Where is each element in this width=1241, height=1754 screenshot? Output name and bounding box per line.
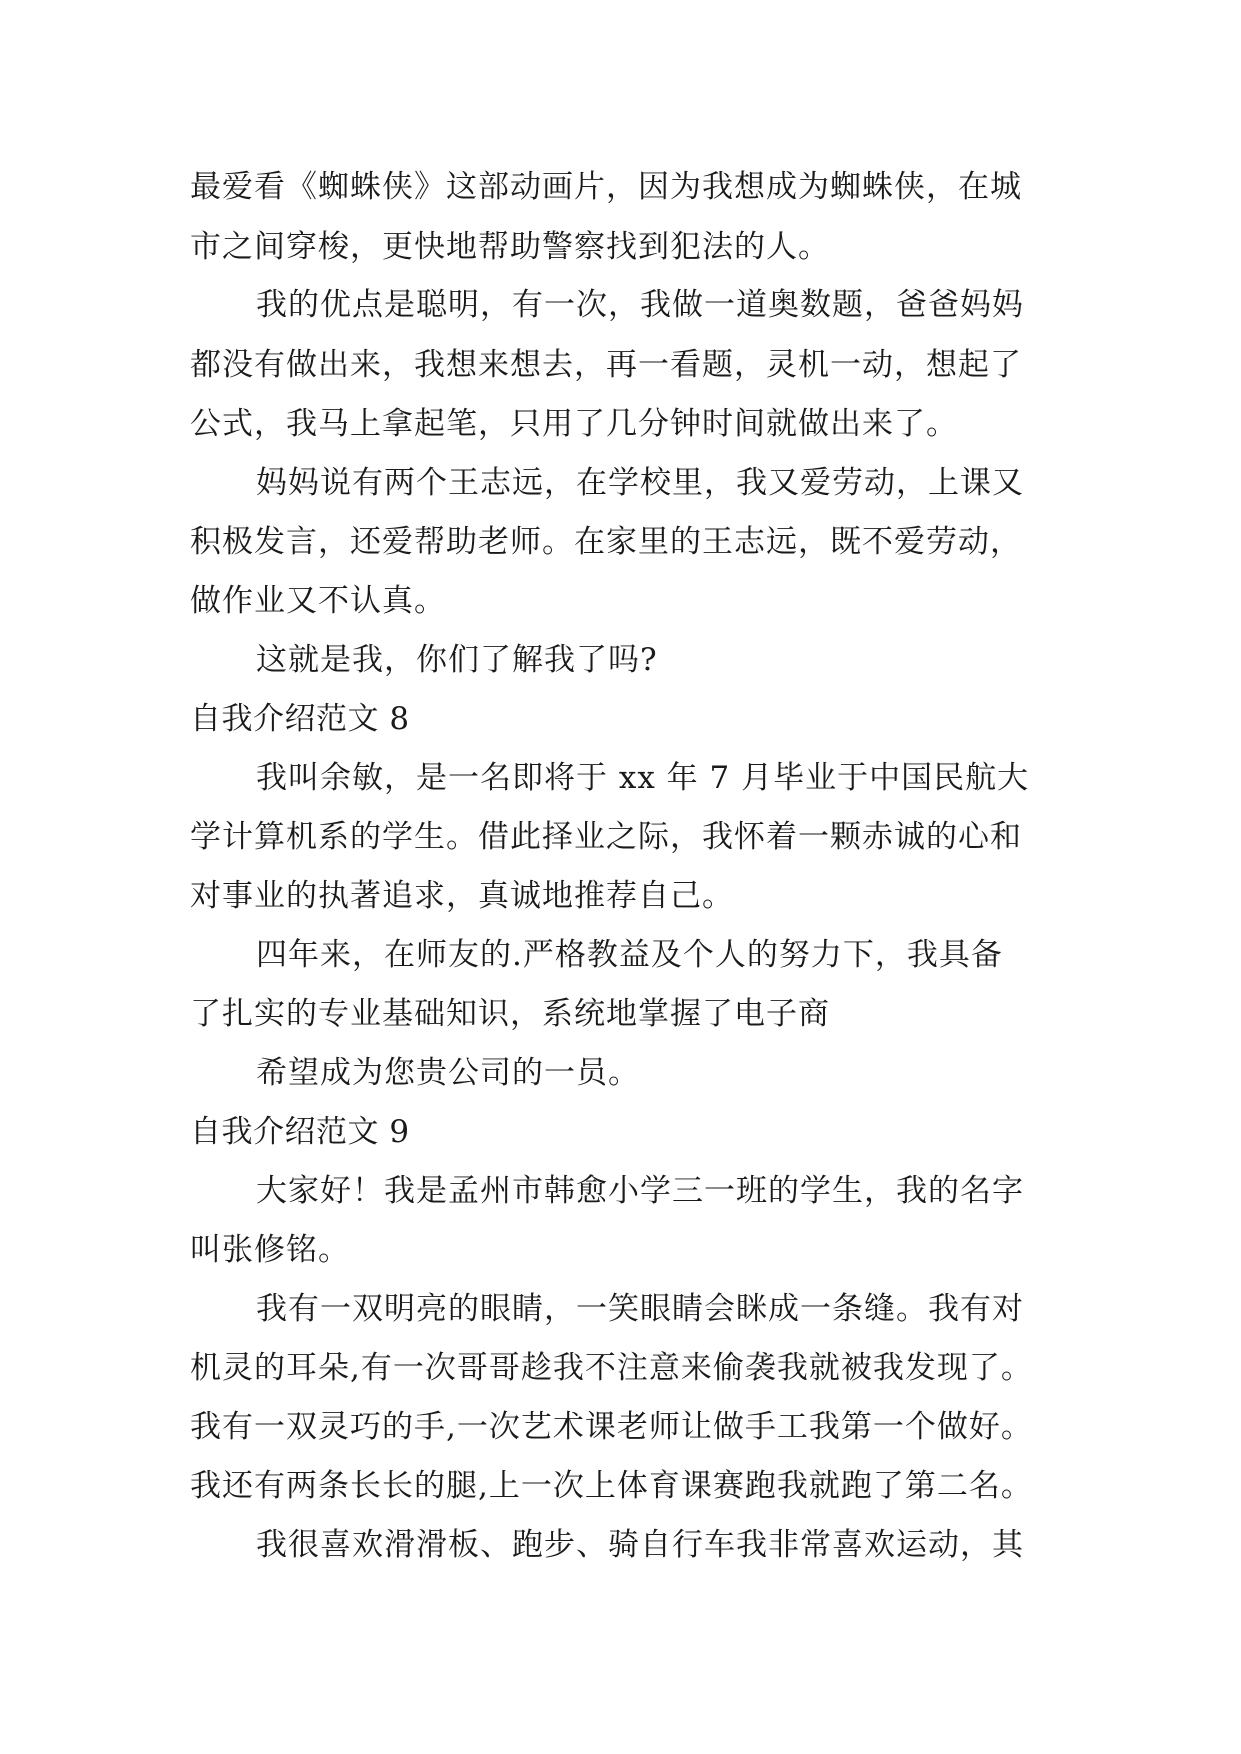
section-heading: 自我介绍范文 8: [190, 701, 410, 737]
paragraph-line: 妈妈说有两个王志远，在学校里，我又爱劳动，上课又: [256, 465, 1024, 501]
paragraph-line: 叫张修铭。: [190, 1232, 350, 1268]
paragraph-line: 我叫余敏，是一名即将于 xx 年 7 月毕业于中国民航大: [256, 760, 1030, 796]
paragraph-line: 我有一双明亮的眼睛，一笑眼睛会眯成一条缝。我有对: [256, 1291, 1024, 1327]
paragraph-line: 我有一双灵巧的手,一次艺术课老师让做手工我第一个做好。: [190, 1409, 1033, 1445]
paragraph-line: 我的优点是聪明，有一次，我做一道奥数题，爸爸妈妈: [256, 287, 1024, 323]
paragraph-line: 市之间穿梭，更快地帮助警察找到犯法的人。: [190, 229, 830, 265]
paragraph-line: 希望成为您贵公司的一员。: [256, 1055, 640, 1091]
paragraph-line: 我还有两条长长的腿,上一次上体育课赛跑我就跑了第二名。: [190, 1468, 1033, 1504]
paragraph-line: 积极发言，还爱帮助老师。在家里的王志远，既不爱劳动，: [190, 524, 1022, 560]
paragraph-line: 都没有做出来，我想来想去，再一看题，灵机一动，想起了: [190, 347, 1022, 383]
paragraph-line: 学计算机系的学生。借此择业之际，我怀着一颗赤诚的心和: [190, 819, 1022, 855]
paragraph-line: 做作业又不认真。: [190, 583, 446, 619]
paragraph-line: 对事业的执著追求，真诚地推荐自己。: [190, 878, 734, 914]
paragraph-line: 了扎实的专业基础知识，系统地掌握了电子商: [190, 996, 830, 1032]
paragraph-line: 机灵的耳朵,有一次哥哥趁我不注意来偷袭我就被我发现了。: [190, 1350, 1033, 1386]
paragraph-line: 公式，我马上拿起笔，只用了几分钟时间就做出来了。: [190, 406, 958, 442]
paragraph-line: 最爱看《蜘蛛侠》这部动画片，因为我想成为蜘蛛侠，在城: [190, 169, 1022, 205]
paragraph-line: 四年来，在师友的.严格教益及个人的努力下，我具备: [256, 937, 1003, 973]
section-heading: 自我介绍范文 9: [190, 1114, 410, 1150]
paragraph-line: 这就是我，你们了解我了吗?: [256, 642, 658, 678]
paragraph-line: 我很喜欢滑滑板、跑步、骑自行车我非常喜欢运动，其: [256, 1527, 1024, 1563]
paragraph-line: 大家好！我是孟州市韩愈小学三一班的学生，我的名字: [256, 1173, 1024, 1209]
